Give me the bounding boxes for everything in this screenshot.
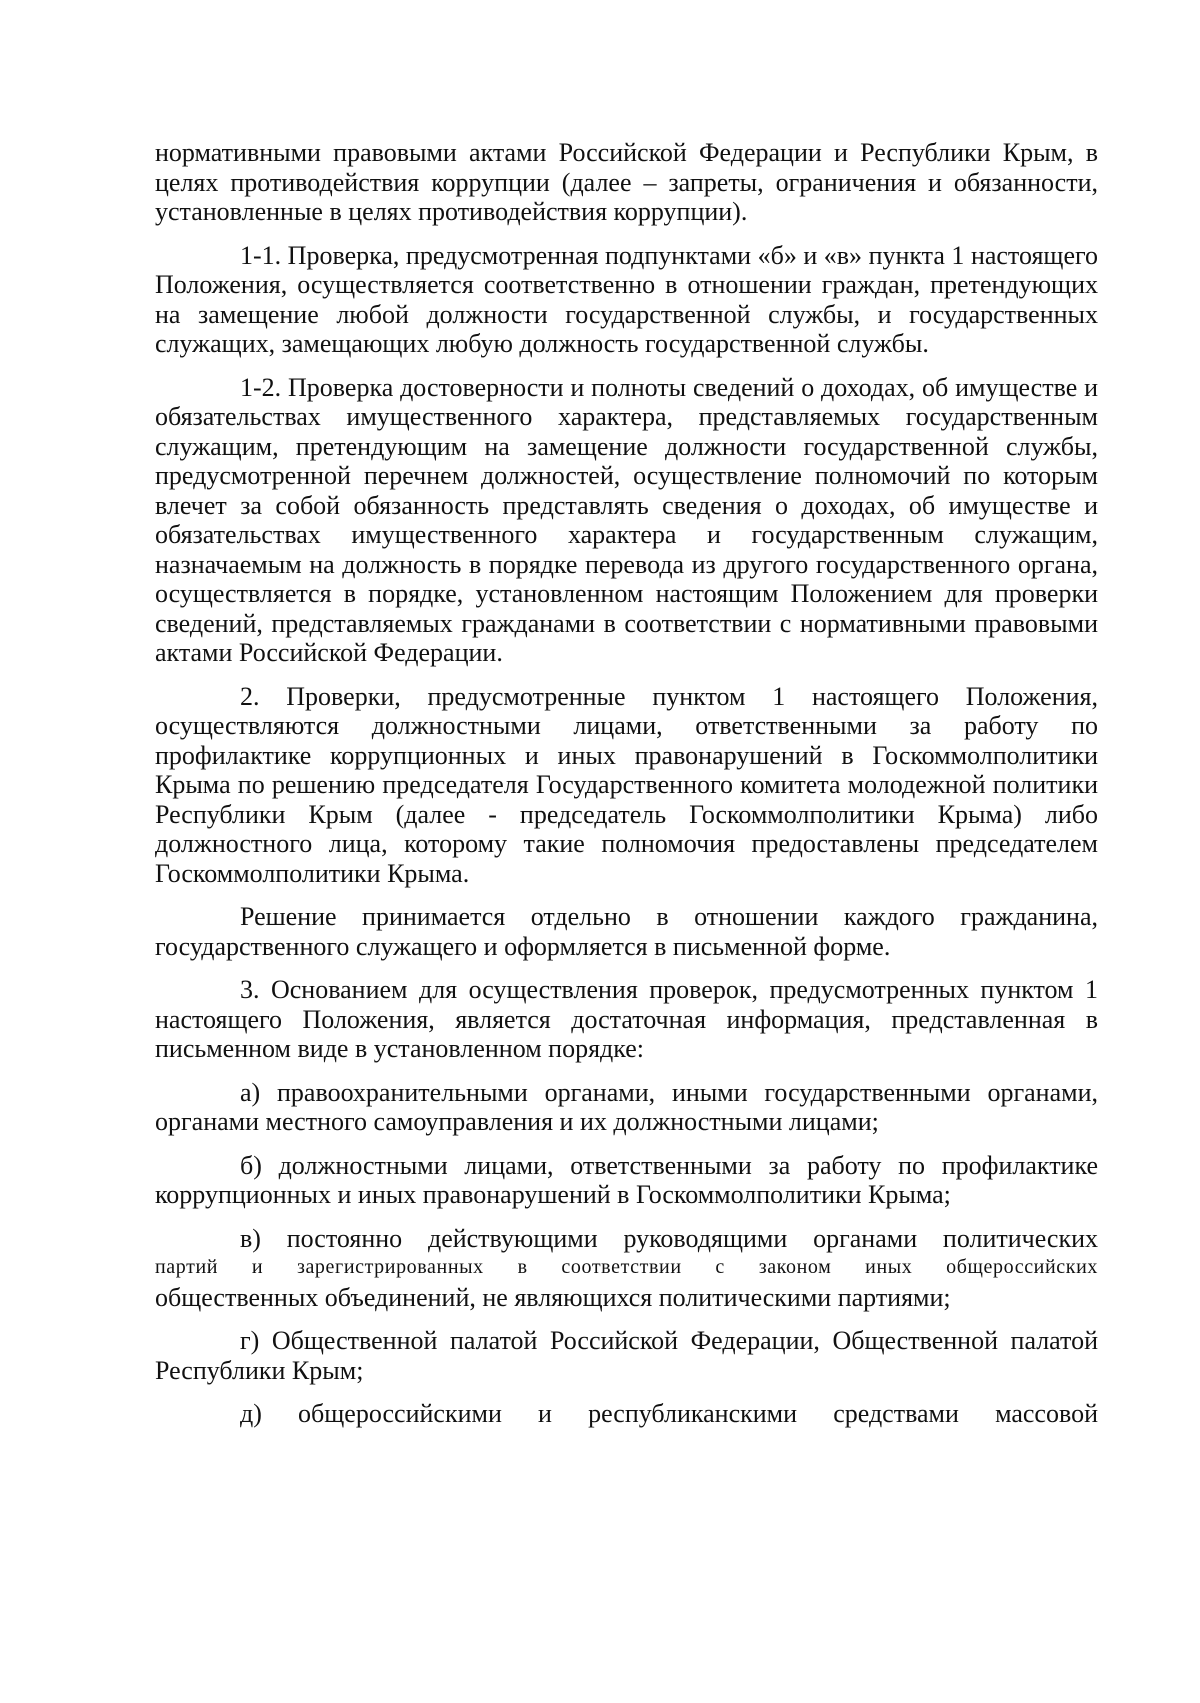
- paragraph-3a: а) правоохранительными органами, иными государственными органами, органами местного самоуправления и их должностными лицами;: [155, 1077, 1098, 1136]
- paragraph-3b: б) должностными лицами, ответственными за работу по профилактике коррупционных и иных правонарушений в Госкоммолполитики Крыма;: [155, 1150, 1098, 1209]
- paragraph-continuation: нормативными правовыми актами Российской Федерации и Республики Крым, в целях противодействия коррупции (далее – запреты, ограничения и обязанности, установленные в целях противодействия коррупции).: [155, 138, 1098, 226]
- paragraph-3v: [155, 1224, 1098, 1313]
- paragraph-3d: д) общероссийскими и республиканскими средствами массовой: [240, 1399, 1098, 1428]
- paragraph-1-1: 1-1. Проверка, предусмотренная подпунктами «б» и «в» пункта 1 настоящего Положения, осуществляется соответственно в отношении граждан, претендующих на замещение любой должности государственной службы, и государственных служащих, замещающих любую должность государственной службы.: [155, 240, 1098, 358]
- paragraph-decision: Решение принимается отдельно в отношении каждого гражданина, государственного служащего и оформляется в письменной форме.: [155, 902, 1098, 961]
- paragraph-1-2: 1-2. Проверка достоверности и полноты сведений о доходах, об имуществе и обязательствах имущественного характера, представляемых государственным служащим, претендующим на замещение должности государственной службы, предусмотренной перечнем должностей, осуществление полномочий по которым влечет за собой обязанность представлять сведения о доходах, об имуществе и обязательствах имущественного характера и государственным служащим, назначаемым на должность в порядке перевода из другого государственного органа, осуществляется в порядке, установленном настоящим Положением для проверки сведений, представляемых гражданами в соответствии с нормативными правовыми актами Российской Федерации.: [155, 372, 1098, 667]
- paragraph-3v-line-1: в) постоянно действующими руководящими органами политических: [240, 1223, 1098, 1253]
- document-body: [155, 138, 1098, 1429]
- paragraph-2: 2. Проверки, предусмотренные пунктом 1 настоящего Положения, осуществляются должностными лицами, ответственными за работу по профилактике коррупционных и иных правонарушений в Госкоммолполитики Крыма по решению председателя Государственного комитета молодежной политики Республики Крым (далее - председатель Госкоммолполитики Крыма) либо должностного лица, которому такие полномочия предоставлены председателем Госкоммолполитики Крыма.: [155, 681, 1098, 888]
- paragraph-3v-line-3: общественных объединений, не являющихся политическими партиями;: [155, 1282, 951, 1312]
- paragraph-3: 3. Основанием для осуществления проверок, предусмотренных пунктом 1 настоящего Положения, является достаточная информация, представленная в письменном виде в установленном порядке:: [155, 975, 1098, 1063]
- paragraph-3g: г) Общественной палатой Российской Федерации, Общественной палатой Республики Крым;: [155, 1326, 1098, 1385]
- paragraph-3v-line-2: партий и зарегистрированных в соответствии с законом иных общероссийских: [155, 1256, 1098, 1278]
